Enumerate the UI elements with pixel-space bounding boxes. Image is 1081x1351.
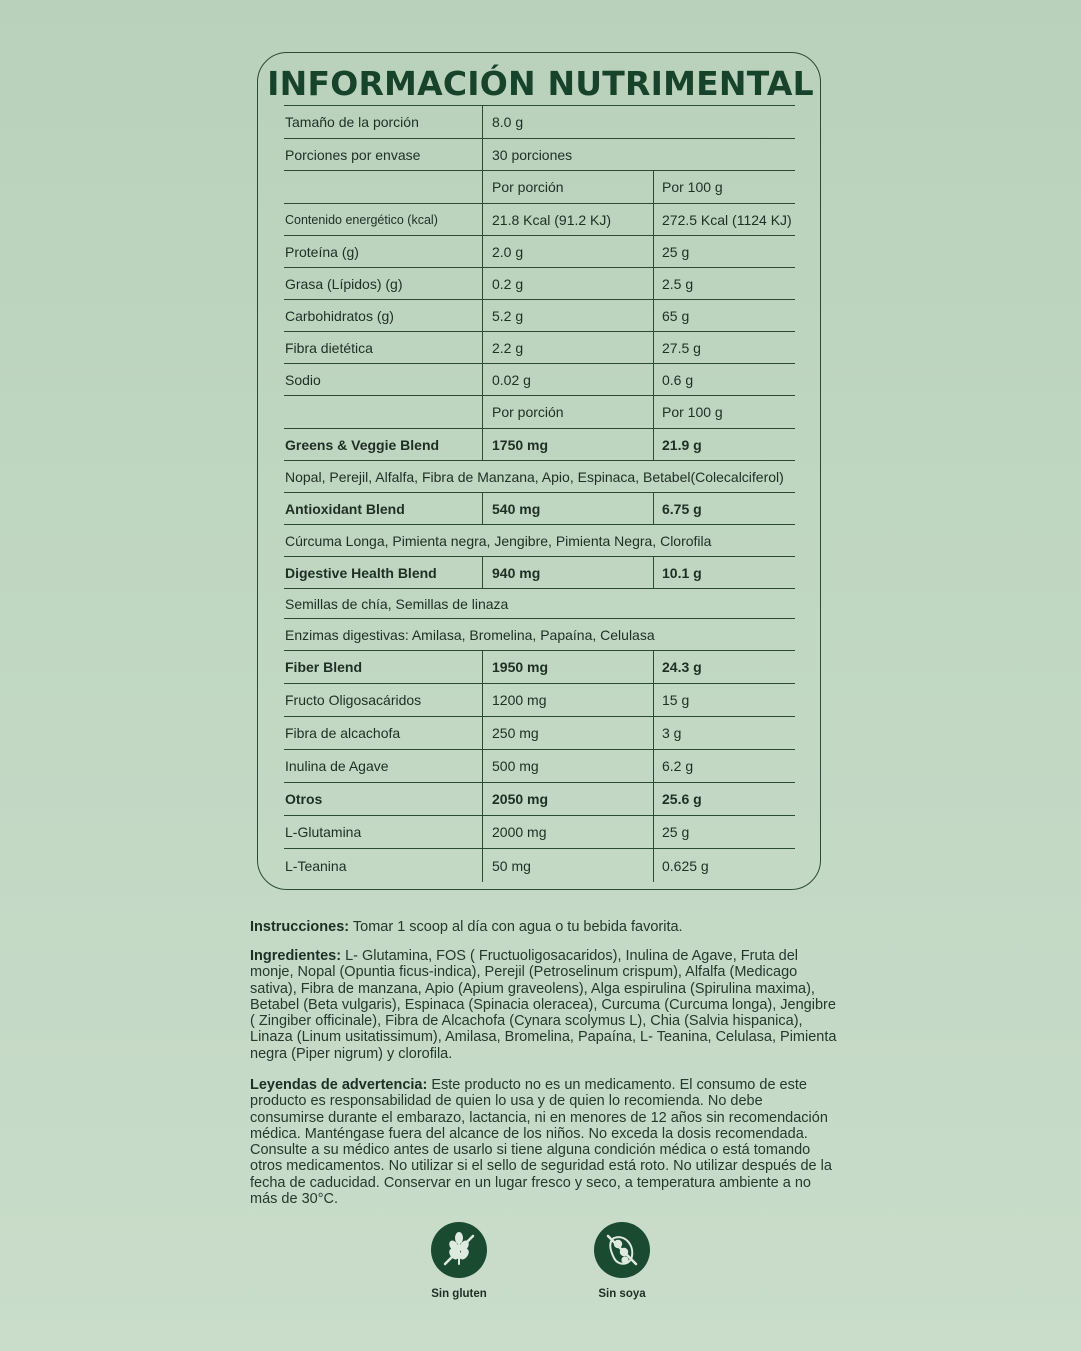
- table-row: [284, 139, 795, 171]
- blend-per100: 6.75 g: [653, 493, 795, 524]
- nutrient-per100: 25 g: [653, 236, 795, 267]
- blend-row: [284, 493, 795, 525]
- blend-name: Digestive Health Blend: [285, 564, 437, 581]
- column-header-100g: Por 100 g: [653, 396, 795, 428]
- ingredients-text: L- Glutamina, FOS ( Fructuoligosacaridos), Inulina de Agave, Fruta del monje, Nopal (Opuntia ficus-indica), Perejil (Petroselinum crispum), Alfalfa (Medicago sativa), Fibra de manzana, Apio (Apium graveolens), Alga espirulina (Spirulina maxima), Betabel (Beta vulgaris), Espinaca (Spinacia oleracea), Curcuma (Curcuma longa), Jengibre ( Zingiber officinale), Fibra de Alcachofa (Cynara scolymus L), Chia (Salvia hispanica), Linaza (Linum usitatissimum), Amilasa, Bromelina, Papaína, L- Teanina, Celulasa, Pimienta negra (Piper nigrum) y clorofila.: [250, 948, 837, 1062]
- table-row: [284, 849, 795, 882]
- nutrient-per100: 27.5 g: [653, 332, 795, 363]
- soy-free-label: Sin soya: [598, 1288, 646, 1300]
- blend-description-row: [284, 619, 795, 651]
- blend-portion: 940 mg: [482, 557, 653, 588]
- instructions-text: Tomar 1 scoop al día con agua o tu bebida favorita.: [349, 919, 683, 935]
- blend-per100: 24.3 g: [653, 651, 795, 683]
- nutrient-name: Sodio: [285, 371, 321, 388]
- instructions-label: Instrucciones:: [250, 919, 350, 935]
- blend-per100: 10.1 g: [653, 557, 795, 588]
- empty-cell: [285, 171, 481, 203]
- column-header-portion: Por porción: [482, 396, 653, 428]
- ingredient-portion: 250 mg: [482, 717, 653, 749]
- ingredient-name: L-Teanina: [285, 857, 347, 874]
- table-row: [284, 268, 795, 300]
- soy-free-badge: [562, 1222, 682, 1300]
- serving-size-label: Tamaño de la porción: [285, 114, 419, 130]
- blend-portion: 1950 mg: [482, 651, 653, 683]
- nutrient-portion: 21.8 Kcal (91.2 KJ): [482, 204, 653, 235]
- ingredient-per100: 0.625 g: [653, 849, 795, 882]
- blend-portion: 1750 mg: [482, 429, 653, 460]
- nutrient-per100: 272.5 Kcal (1124 KJ): [653, 204, 795, 235]
- table-row: [284, 204, 795, 236]
- blend-per100: 25.6 g: [653, 783, 795, 815]
- nutrient-per100: 0.6 g: [653, 364, 795, 395]
- nutrient-per100: 2.5 g: [653, 268, 795, 299]
- ingredient-per100: 15 g: [653, 684, 795, 716]
- instructions: [250, 919, 840, 935]
- warnings: [250, 1077, 835, 1207]
- warnings-text: Este producto no es un medicamento. El consumo de este producto es responsabilidad de quien lo usa y de quien lo recomienda. No debe consumirse durante el embarazo, lactancia, ni en menores de 12 años sin recomendación médica. Manténgase fuera del alcance de los niños. No exceda la dosis recomendada. Consulte a su médico antes de usarlo si tiene alguna condición médica o está tomando otros medicamentos. No utilizar si el sello de seguridad está roto. No utilizar después de la fecha de caducidad. Conservar en un lugar fresco y seco, a temperatura ambiente a no más de 30°C.: [250, 1077, 832, 1208]
- ingredient-portion: 50 mg: [482, 849, 653, 882]
- ingredients-label: Ingredientes:: [250, 948, 342, 964]
- table-row: [284, 332, 795, 364]
- blend-description-row: [284, 589, 795, 619]
- gluten-free-label: Sin gluten: [431, 1288, 487, 1300]
- ingredient-name: Fructo Oligosacáridos: [285, 692, 422, 708]
- blend-row: [284, 651, 795, 684]
- nutrient-name: Carbohidratos (g): [285, 307, 394, 324]
- nutrient-portion: 0.02 g: [482, 364, 653, 395]
- blend-name: Greens & Veggie Blend: [285, 436, 440, 453]
- table-row: [284, 684, 795, 717]
- blend-name: Fiber Blend: [285, 659, 363, 675]
- ingredient-portion: 500 mg: [482, 750, 653, 782]
- ingredient-portion: 1200 mg: [482, 684, 653, 716]
- blend-portion: 540 mg: [482, 493, 653, 524]
- column-header-100g: Por 100 g: [653, 171, 795, 203]
- empty-cell: [285, 396, 481, 428]
- table-header-row: [284, 171, 795, 204]
- blend-row: [284, 783, 795, 816]
- ingredient-per100: 6.2 g: [653, 750, 795, 782]
- ingredients: [250, 948, 840, 1062]
- ingredient-name: L-Glutamina: [285, 824, 362, 840]
- table-row: [284, 364, 795, 396]
- table-row: [284, 816, 795, 849]
- nutrient-portion: 2.0 g: [482, 236, 653, 267]
- blend-description: Enzimas digestivas: Amilasa, Bromelina, Papaína, Celulasa: [285, 626, 655, 643]
- nutrient-name: Contenido energético (kcal): [285, 212, 438, 227]
- table-row: [284, 300, 795, 332]
- blend-name: Otros: [285, 791, 323, 807]
- ingredient-per100: 25 g: [653, 816, 795, 848]
- serving-size-value: 8.0 g: [482, 106, 795, 138]
- warnings-label: Leyendas de advertencia:: [250, 1077, 428, 1093]
- servings-per-container-label: Porciones por envase: [285, 146, 421, 163]
- nutrient-portion: 2.2 g: [482, 332, 653, 363]
- table-row: [284, 717, 795, 750]
- blend-name: Antioxidant Blend: [285, 500, 405, 517]
- blend-description: Cúrcuma Longa, Pimienta negra, Jengibre, Pimienta Negra, Clorofila: [285, 532, 712, 549]
- nutrient-per100: 65 g: [653, 300, 795, 331]
- nutrient-portion: 0.2 g: [482, 268, 653, 299]
- nutrient-name: Grasa (Lípidos) (g): [285, 275, 403, 292]
- nutrient-name: Fibra dietética: [285, 339, 373, 356]
- blend-description-row: [284, 461, 795, 493]
- ingredient-name: Fibra de alcachofa: [285, 725, 401, 741]
- nutrient-name: Proteína (g): [285, 243, 359, 260]
- ingredient-portion: 2000 mg: [482, 816, 653, 848]
- blend-row: [284, 557, 795, 589]
- blend-per100: 21.9 g: [653, 429, 795, 460]
- page-title: INFORMACIÓN NUTRIMENTAL: [267, 64, 814, 103]
- table-row: [284, 750, 795, 783]
- wheat-crossed-icon: [431, 1222, 487, 1278]
- blend-description: Semillas de chía, Semillas de linaza: [285, 595, 509, 612]
- column-header-portion: Por porción: [482, 171, 653, 203]
- table-header-row: [284, 396, 795, 429]
- table-row: [284, 106, 795, 139]
- servings-per-container-value: 30 porciones: [482, 139, 795, 170]
- table-row: [284, 236, 795, 268]
- blend-row: [284, 429, 795, 461]
- blend-description: Nopal, Perejil, Alfalfa, Fibra de Manzana, Apio, Espinaca, Betabel(Colecalciferol): [285, 468, 784, 485]
- soybean-crossed-icon: [594, 1222, 650, 1278]
- ingredient-name: Inulina de Agave: [285, 758, 389, 774]
- blend-description-row: [284, 525, 795, 557]
- gluten-free-badge: [399, 1222, 519, 1300]
- ingredient-per100: 3 g: [653, 717, 795, 749]
- blend-portion: 2050 mg: [482, 783, 653, 815]
- nutrient-portion: 5.2 g: [482, 300, 653, 331]
